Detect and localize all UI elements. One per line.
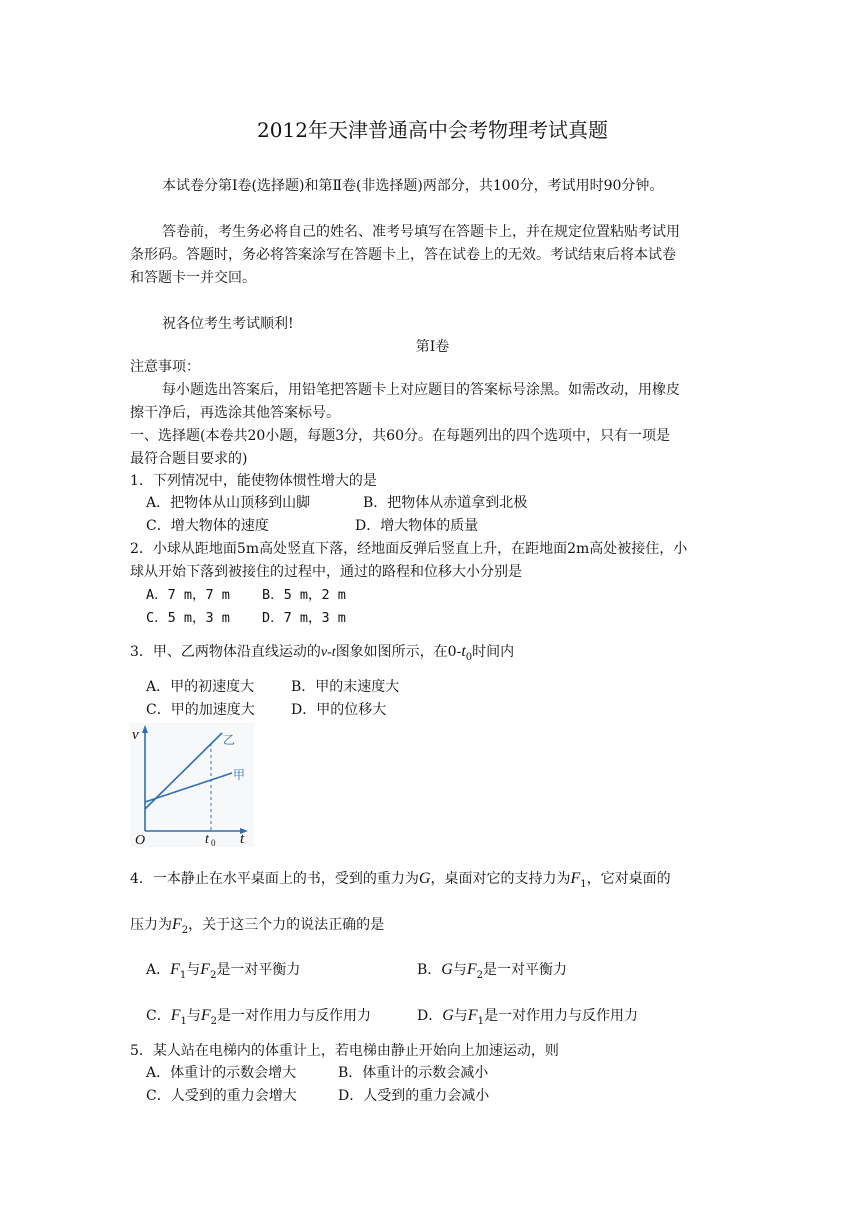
q4-d-pre: D． <box>417 1008 443 1024</box>
q4-b-mid: 与 <box>452 962 467 978</box>
q4-f1-sub: 1 <box>580 878 587 890</box>
intro-line-5: 祝各位考生考试顺利! <box>162 316 294 332</box>
q4-option-d <box>417 1006 638 1026</box>
q4-a-f2: F <box>200 961 211 978</box>
q3-stem <box>130 642 514 663</box>
q4-f1: F <box>570 870 581 887</box>
intro-line-4: 和答题卡一并交回。 <box>130 270 256 286</box>
q5-option-d: D．人受到的重力会减小 <box>338 1088 490 1104</box>
t-axis-label: t <box>240 831 245 847</box>
q3-stem-sub: 0 <box>465 651 473 663</box>
q4-c-f1: F <box>170 1007 181 1024</box>
q4-option-a <box>146 960 300 980</box>
q4-b-g: G <box>441 961 453 978</box>
line-jia <box>145 773 232 802</box>
q4-d-post: 是一对作用力与反作用力 <box>483 1008 638 1024</box>
q3-option-b: B．甲的末速度大 <box>291 679 400 695</box>
intro-line-2: 答卷前，考生务必将自己的姓名、准考号填写在答题卡上，并在规定位置粘贴考试用 <box>162 224 680 240</box>
q3-option-c: C．甲的加速度大 <box>146 702 255 718</box>
q4-d-mid: 与 <box>453 1008 468 1024</box>
q3-stem-var: v-t <box>320 645 336 660</box>
notice-label: 注意事项： <box>130 359 200 375</box>
q2-option-a: A．7 m，7 m <box>146 587 230 603</box>
q2-option-c: C．5 m，3 m <box>146 610 230 626</box>
q4-option-c <box>146 1006 371 1026</box>
q4-s3: ，它对桌面的 <box>586 871 671 887</box>
q4-a-f1-sub: 1 <box>179 969 187 981</box>
origin-label: O <box>135 833 146 847</box>
q4-b-pre: B． <box>417 962 442 978</box>
q1-option-c: C．增大物体的速度 <box>146 518 269 534</box>
q4-c-f2: F <box>200 1007 211 1024</box>
q5-option-a: A．体重计的示数会增大 <box>146 1065 297 1081</box>
q4-c-f1-sub: 1 <box>180 1015 187 1027</box>
q4-a-mid: 与 <box>186 962 201 978</box>
q3-option-d: D．甲的位移大 <box>291 702 387 718</box>
q1-option-a: A．把物体从山顶移到山脚 <box>146 495 311 511</box>
q4-c-f2-sub: 2 <box>210 1015 218 1027</box>
q3-option-a: A．甲的初速度大 <box>146 679 255 695</box>
q4-a-f1: F <box>170 961 180 978</box>
q2-option-d: D．7 m，3 m <box>262 610 346 626</box>
page-title: 2012年天津普通高中会考物理考试真题 <box>257 118 608 142</box>
q4-d-f1: F <box>467 1007 478 1024</box>
part-heading-line-1: 一、选择题(本卷共20小题，每题3分，共60分。在每题列出的四个选项中，只有一项是 <box>130 428 670 444</box>
q4-option-b <box>417 960 567 980</box>
q4-stem-line-1 <box>130 869 671 889</box>
q4-b-post: 是一对平衡力 <box>483 962 568 978</box>
q4-d-g: G <box>442 1007 454 1024</box>
q4-f2: F <box>172 916 182 933</box>
notice-line-2: 擦干净后，再选涂其他答案标号。 <box>130 405 340 421</box>
q4-f2-sub: 2 <box>181 924 189 936</box>
q4-stem-line-2 <box>130 915 384 935</box>
q4-a-pre: A． <box>146 962 171 978</box>
q3-stem-t: t <box>461 643 466 660</box>
q3-stem-mid: 图象如图所示，在0- <box>335 644 462 660</box>
q4-g: G <box>418 870 431 887</box>
q4-b-f2-sub: 2 <box>476 969 484 981</box>
q4-b-f2: F <box>466 961 477 978</box>
section-title: 第Ⅰ卷 <box>415 339 450 355</box>
q2-option-b: B．5 m，2 m <box>262 587 346 603</box>
q5-option-b: B．体重计的示数会减小 <box>338 1065 489 1081</box>
q3-vt-graph-svg <box>130 723 254 847</box>
intro-line-3: 条形码。答题时，务必将答案涂写在答题卡上，答在试卷上的无效。考试结束后将本试卷 <box>130 247 676 263</box>
q5-option-c: C．人受到的重力会增大 <box>146 1088 297 1104</box>
q4-c-pre: C． <box>146 1008 171 1024</box>
q4-s4: 压力为 <box>130 917 172 933</box>
q3-stem-pre: 3．甲、乙两物体沿直线运动的 <box>130 644 321 660</box>
q4-s2: ，桌面对它的支持力为 <box>430 871 571 887</box>
part-heading-line-2: 最符合题目要求的) <box>130 451 248 467</box>
q4-s5: ，关于这三个力的说法正确的是 <box>188 917 385 933</box>
notice-line-1: 每小题选出答案后，用铅笔把答题卡上对应题目的答案标号涂黑。如需改动，用橡皮 <box>162 382 680 398</box>
q2-stem-line-1: 2．小球从距地面5m高处竖直下落，经地面反弹后竖直上升，在距地面2m高处被接住，小 <box>130 541 688 557</box>
q4-c-post: 是一对作用力与反作用力 <box>217 1008 372 1024</box>
q4-d-f1-sub: 1 <box>477 1015 484 1027</box>
q3-stem-post: 时间内 <box>472 644 515 660</box>
q2-stem-line-2: 球从开始下落到被接住的过程中，通过的路程和位移大小分别是 <box>130 564 522 580</box>
intro-line-1: 本试卷分第Ⅰ卷(选择题)和第Ⅱ卷(非选择题)两部分，共100分，考试用时90分钟。 <box>162 178 664 194</box>
q3-vt-graph <box>130 723 254 847</box>
q1-option-d: D．增大物体的质量 <box>355 518 479 534</box>
q4-s1: 4．一本静止在水平桌面上的书，受到的重力为 <box>130 871 419 887</box>
q4-a-post: 是一对平衡力 <box>216 962 301 978</box>
q1-option-b: B．把物体从赤道拿到北极 <box>363 495 528 511</box>
t0-label: t <box>205 832 209 847</box>
q5-stem: 5．某人站在电梯内的体重计上，若电梯由静止开始向上加速运动，则 <box>130 1043 559 1059</box>
q4-c-mid: 与 <box>186 1008 201 1024</box>
v-axis-label: v <box>132 727 139 743</box>
v-axis-arrow <box>142 725 148 733</box>
t0-sub: 0 <box>211 838 216 847</box>
line-jia-label: 甲 <box>233 768 246 782</box>
q1-stem: 1．下列情况中，能使物体惯性增大的是 <box>130 473 377 489</box>
line-yi-label: 乙 <box>223 733 236 747</box>
q4-a-f2-sub: 2 <box>210 969 217 981</box>
